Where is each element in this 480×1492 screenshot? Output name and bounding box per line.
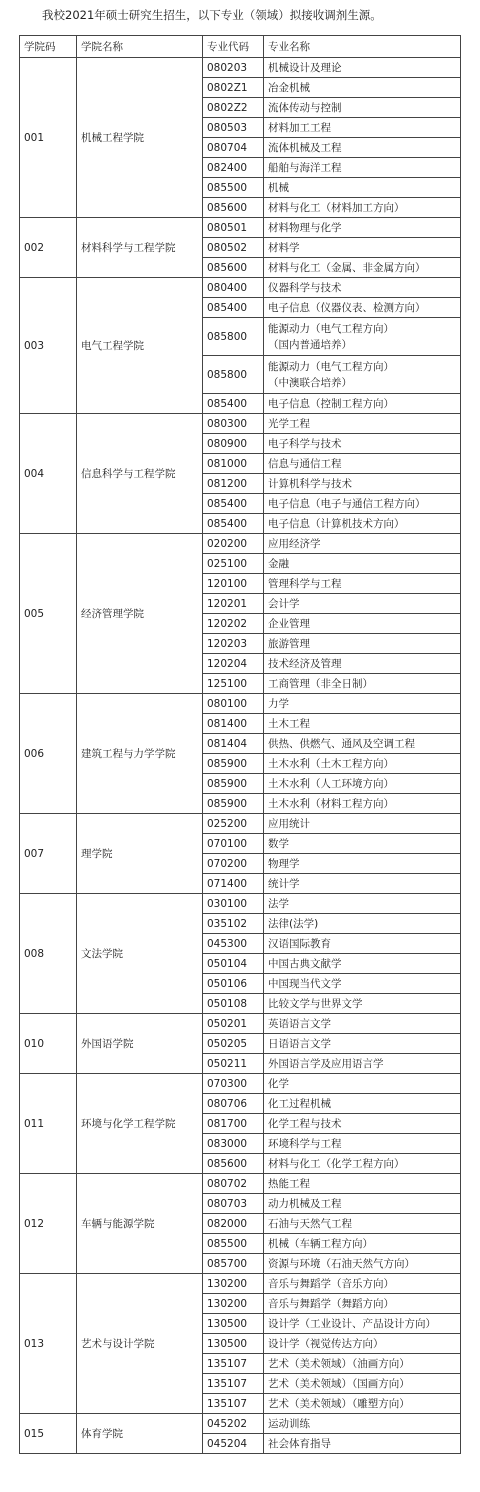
table-row: [20, 1274, 461, 1294]
major-code-cell: 080502: [203, 238, 264, 258]
major-name: 应用统计: [268, 817, 310, 830]
major-name: 能源动力（电气工程方向）: [268, 360, 394, 373]
major-name-cell: [264, 454, 461, 474]
major-code-cell: 080203: [203, 58, 264, 78]
major-code-cell: 130200: [203, 1294, 264, 1314]
school-code-cell: 003: [20, 278, 77, 414]
major-code-cell: 0802Z1: [203, 78, 264, 98]
table-row: [20, 1074, 461, 1094]
school-code-cell: 006: [20, 694, 77, 814]
major-code-cell: 081400: [203, 714, 264, 734]
major-name: 仪器科学与技术: [268, 281, 342, 294]
major-name-cell: [264, 58, 461, 78]
major-name-cell: [264, 614, 461, 634]
major-name: 电子科学与技术: [268, 437, 342, 450]
major-name: 化学: [268, 1077, 289, 1090]
major-code-cell: 120203: [203, 634, 264, 654]
school-code-cell: 012: [20, 1174, 77, 1274]
school-code-cell: 008: [20, 894, 77, 1014]
major-code-cell: 082400: [203, 158, 264, 178]
major-name-cell: [264, 834, 461, 854]
major-name: 化工过程机械: [268, 1097, 331, 1110]
major-name: 材料与化工（化学工程方向）: [268, 1157, 405, 1170]
major-name-cell: [264, 298, 461, 318]
school-name-cell: 电气工程学院: [77, 278, 203, 414]
major-name-cell: [264, 774, 461, 794]
major-name-cell: [264, 318, 461, 356]
major-name-cell: [264, 714, 461, 734]
major-code-cell: 080706: [203, 1094, 264, 1114]
major-name-cell: [264, 1234, 461, 1254]
major-name: 管理科学与工程: [268, 577, 342, 590]
major-code-cell: 135107: [203, 1374, 264, 1394]
major-name-cell: [264, 158, 461, 178]
major-name: 电子信息（仪器仪表、检测方向）: [268, 301, 426, 314]
school-name-cell: 艺术与设计学院: [77, 1274, 203, 1414]
major-name-cell: [264, 198, 461, 218]
major-name: 物理学: [268, 857, 300, 870]
major-name-cell: [264, 118, 461, 138]
major-name-cell: [264, 474, 461, 494]
major-code-cell: 085500: [203, 1234, 264, 1254]
major-code-cell: 085600: [203, 198, 264, 218]
major-code-cell: 085900: [203, 754, 264, 774]
major-code-cell: 120202: [203, 614, 264, 634]
major-code-cell: 045204: [203, 1434, 264, 1454]
major-code-cell: 085400: [203, 394, 264, 414]
major-name-cell: [264, 894, 461, 914]
major-name-cell: [264, 1374, 461, 1394]
major-name: 土木水利（材料工程方向）: [268, 797, 394, 810]
major-name-cell: [264, 634, 461, 654]
table-row: [20, 894, 461, 914]
table-row: [20, 814, 461, 834]
header-school-name: 学院名称: [77, 36, 203, 58]
table-row: [20, 414, 461, 434]
major-code-cell: 085700: [203, 1254, 264, 1274]
major-code-cell: 085800: [203, 356, 264, 394]
major-name-cell: [264, 554, 461, 574]
major-name-note: （国内普通培养）: [268, 338, 352, 351]
table-row: [20, 534, 461, 554]
header-major-code: 专业代码: [203, 36, 264, 58]
major-name-cell: [264, 1034, 461, 1054]
major-name-cell: [264, 514, 461, 534]
major-name: 化学工程与技术: [268, 1117, 342, 1130]
major-code-cell: 083000: [203, 1134, 264, 1154]
major-name-cell: [264, 974, 461, 994]
major-code-cell: 081000: [203, 454, 264, 474]
major-name-cell: [264, 138, 461, 158]
major-name: 外国语言学及应用语言学: [268, 1057, 384, 1070]
major-name: 热能工程: [268, 1177, 310, 1190]
major-code-cell: 030100: [203, 894, 264, 914]
school-code-cell: 010: [20, 1014, 77, 1074]
major-name-cell: [264, 1254, 461, 1274]
major-name-cell: [264, 1014, 461, 1034]
major-name: 机械（车辆工程方向）: [268, 1237, 373, 1250]
major-name: 统计学: [268, 877, 300, 890]
major-code-cell: 070300: [203, 1074, 264, 1094]
school-code-cell: 011: [20, 1074, 77, 1174]
header-school-code: 学院码: [20, 36, 77, 58]
header-row: [20, 36, 461, 58]
major-code-cell: 130200: [203, 1274, 264, 1294]
major-name: 供热、供燃气、通风及空调工程: [268, 737, 415, 750]
major-code-cell: 130500: [203, 1334, 264, 1354]
header-major-name: 专业名称: [264, 36, 461, 58]
major-code-cell: 085400: [203, 298, 264, 318]
major-code-cell: 125100: [203, 674, 264, 694]
major-name: 数学: [268, 837, 289, 850]
major-name-cell: [264, 734, 461, 754]
major-code-cell: 050205: [203, 1034, 264, 1054]
major-name: 计算机科学与技术: [268, 477, 352, 490]
major-code-cell: 080400: [203, 278, 264, 298]
major-name-cell: [264, 1174, 461, 1194]
major-code-cell: 120201: [203, 594, 264, 614]
major-name: 法学: [268, 897, 289, 910]
major-name: 应用经济学: [268, 537, 321, 550]
major-code-cell: 050211: [203, 1054, 264, 1074]
school-name-cell: 车辆与能源学院: [77, 1174, 203, 1274]
major-code-cell: 081200: [203, 474, 264, 494]
major-name-cell: [264, 278, 461, 298]
major-name-cell: [264, 1334, 461, 1354]
major-code-cell: 050108: [203, 994, 264, 1014]
major-name-cell: [264, 98, 461, 118]
major-code-cell: 081700: [203, 1114, 264, 1134]
table-body: [20, 58, 461, 1454]
major-name-cell: [264, 1214, 461, 1234]
school-name-cell: 信息科学与工程学院: [77, 414, 203, 534]
major-name-cell: [264, 178, 461, 198]
major-name: 流体传动与控制: [268, 101, 342, 114]
major-name: 石油与天然气工程: [268, 1217, 352, 1230]
major-code-cell: 080300: [203, 414, 264, 434]
major-name-cell: [264, 1314, 461, 1334]
major-code-cell: 120204: [203, 654, 264, 674]
major-name: 电子信息（电子与通信工程方向）: [268, 497, 426, 510]
major-code-cell: 025200: [203, 814, 264, 834]
major-name: 工商管理（非全日制）: [268, 677, 373, 690]
major-code-cell: 085500: [203, 178, 264, 198]
major-code-cell: 050104: [203, 954, 264, 974]
major-code-cell: 085900: [203, 774, 264, 794]
major-name-cell: [264, 934, 461, 954]
major-name-note: （中澳联合培养）: [268, 376, 352, 389]
major-name: 音乐与舞蹈学（舞蹈方向）: [268, 1297, 394, 1310]
major-name: 技术经济及管理: [268, 657, 342, 670]
major-name-cell: [264, 78, 461, 98]
major-name: 冶金机械: [268, 81, 310, 94]
major-name-cell: [264, 356, 461, 394]
major-name-cell: [264, 1074, 461, 1094]
major-code-cell: 080501: [203, 218, 264, 238]
school-name-cell: 机械工程学院: [77, 58, 203, 218]
major-name-cell: [264, 594, 461, 614]
major-name: 资源与环境（石油天然气方向）: [268, 1257, 415, 1270]
major-name: 船舶与海洋工程: [268, 161, 342, 174]
major-code-cell: 135107: [203, 1354, 264, 1374]
major-code-cell: 050106: [203, 974, 264, 994]
major-name: 中国古典文献学: [268, 957, 342, 970]
major-name: 信息与通信工程: [268, 457, 342, 470]
major-code-cell: 080704: [203, 138, 264, 158]
major-code-cell: 085400: [203, 514, 264, 534]
major-code-cell: 130500: [203, 1314, 264, 1334]
intro-text: 我校2021年硕士研究生招生，以下专业（领域）拟接收调剂生源。: [42, 8, 382, 22]
school-name-cell: 外国语学院: [77, 1014, 203, 1074]
school-code-cell: 004: [20, 414, 77, 534]
major-name-cell: [264, 1134, 461, 1154]
major-code-cell: 085600: [203, 1154, 264, 1174]
major-name-cell: [264, 874, 461, 894]
major-name: 材料与化工（材料加工方向）: [268, 201, 405, 214]
major-name-cell: [264, 914, 461, 934]
school-name-cell: 材料科学与工程学院: [77, 218, 203, 278]
major-code-cell: 050201: [203, 1014, 264, 1034]
major-code-cell: 045202: [203, 1414, 264, 1434]
major-name-cell: [264, 238, 461, 258]
major-name: 材料学: [268, 241, 300, 254]
major-name: 艺术（美术领域）（国画方向）: [268, 1377, 410, 1390]
major-name-cell: [264, 258, 461, 278]
major-name-cell: [264, 1114, 461, 1134]
major-name: 旅游管理: [268, 637, 310, 650]
major-name: 法律(法学): [268, 917, 319, 930]
major-name-cell: [264, 954, 461, 974]
major-name: 土木水利（土木工程方向）: [268, 757, 394, 770]
table-row: [20, 1414, 461, 1434]
major-name-cell: [264, 1054, 461, 1074]
major-name: 动力机械及工程: [268, 1197, 342, 1210]
major-name: 流体机械及工程: [268, 141, 342, 154]
major-name: 英语语言文学: [268, 1017, 331, 1030]
major-name: 比较文学与世界文学: [268, 997, 363, 1010]
major-name-cell: [264, 814, 461, 834]
major-name-cell: [264, 794, 461, 814]
major-name: 日语语言文学: [268, 1037, 331, 1050]
major-name-cell: [264, 534, 461, 554]
major-name: 音乐与舞蹈学（音乐方向）: [268, 1277, 394, 1290]
major-name-cell: [264, 1394, 461, 1414]
major-name-cell: [264, 654, 461, 674]
major-code-cell: 085400: [203, 494, 264, 514]
major-name-cell: [264, 218, 461, 238]
major-name-cell: [264, 1354, 461, 1374]
school-code-cell: 013: [20, 1274, 77, 1414]
school-code-cell: 001: [20, 58, 77, 218]
major-name-cell: [264, 854, 461, 874]
major-name-cell: [264, 394, 461, 414]
school-name-cell: 体育学院: [77, 1414, 203, 1454]
major-code-cell: 081404: [203, 734, 264, 754]
major-name: 材料物理与化学: [268, 221, 342, 234]
major-code-cell: 045300: [203, 934, 264, 954]
adjustment-table: [19, 35, 461, 1454]
school-code-cell: 002: [20, 218, 77, 278]
major-name: 会计学: [268, 597, 300, 610]
school-code-cell: 005: [20, 534, 77, 694]
major-name-cell: [264, 1434, 461, 1454]
major-name: 设计学（视觉传达方向）: [268, 1337, 384, 1350]
major-code-cell: 120100: [203, 574, 264, 594]
major-code-cell: 025100: [203, 554, 264, 574]
table-row: [20, 1174, 461, 1194]
major-name: 金融: [268, 557, 289, 570]
major-code-cell: 020200: [203, 534, 264, 554]
major-name-cell: [264, 674, 461, 694]
table-row: [20, 218, 461, 238]
table-row: [20, 1014, 461, 1034]
school-name-cell: 文法学院: [77, 894, 203, 1014]
major-code-cell: 085800: [203, 318, 264, 356]
major-name: 能源动力（电气工程方向）: [268, 322, 394, 335]
major-code-cell: 080100: [203, 694, 264, 714]
major-name: 机械: [268, 181, 289, 194]
major-name-cell: [264, 1414, 461, 1434]
major-name-cell: [264, 1194, 461, 1214]
major-name: 中国现当代文学: [268, 977, 342, 990]
major-code-cell: 0802Z2: [203, 98, 264, 118]
major-code-cell: 135107: [203, 1394, 264, 1414]
major-name-cell: [264, 1294, 461, 1314]
table-row: [20, 278, 461, 298]
major-name: 电子信息（控制工程方向）: [268, 397, 394, 410]
major-name-cell: [264, 694, 461, 714]
major-name: 汉语国际教育: [268, 937, 331, 950]
major-code-cell: 085600: [203, 258, 264, 278]
major-name: 企业管理: [268, 617, 310, 630]
major-name-cell: [264, 574, 461, 594]
major-name-cell: [264, 1274, 461, 1294]
major-name: 力学: [268, 697, 289, 710]
school-name-cell: 环境与化学工程学院: [77, 1074, 203, 1174]
major-code-cell: 070100: [203, 834, 264, 854]
major-name-cell: [264, 1154, 461, 1174]
major-name-cell: [264, 414, 461, 434]
major-name: 机械设计及理论: [268, 61, 342, 74]
major-name: 电子信息（计算机技术方向）: [268, 517, 405, 530]
major-name: 艺术（美术领域）（雕塑方向）: [268, 1397, 410, 1410]
major-name: 社会体育指导: [268, 1437, 331, 1450]
table-row: [20, 58, 461, 78]
major-name-cell: [264, 434, 461, 454]
major-code-cell: 080503: [203, 118, 264, 138]
table-row: [20, 694, 461, 714]
school-code-cell: 007: [20, 814, 77, 894]
school-name-cell: 经济管理学院: [77, 534, 203, 694]
major-code-cell: 080703: [203, 1194, 264, 1214]
major-name: 艺术（美术领域）（油画方向）: [268, 1357, 410, 1370]
major-name: 环境科学与工程: [268, 1137, 342, 1150]
major-name: 运动训练: [268, 1417, 310, 1430]
major-code-cell: 080702: [203, 1174, 264, 1194]
major-name-cell: [264, 494, 461, 514]
major-code-cell: 071400: [203, 874, 264, 894]
major-code-cell: 085900: [203, 794, 264, 814]
major-code-cell: 080900: [203, 434, 264, 454]
major-name-cell: [264, 754, 461, 774]
major-code-cell: 082000: [203, 1214, 264, 1234]
school-code-cell: 015: [20, 1414, 77, 1454]
major-code-cell: 070200: [203, 854, 264, 874]
major-name-cell: [264, 1094, 461, 1114]
major-name-cell: [264, 994, 461, 1014]
major-code-cell: 035102: [203, 914, 264, 934]
major-name: 材料与化工（金属、非金属方向）: [268, 261, 426, 274]
major-name: 土木工程: [268, 717, 310, 730]
school-name-cell: 理学院: [77, 814, 203, 894]
major-name: 土木水利（人工环境方向）: [268, 777, 394, 790]
major-name: 设计学（工业设计、产品设计方向）: [268, 1317, 436, 1330]
major-name: 光学工程: [268, 417, 310, 430]
school-name-cell: 建筑工程与力学学院: [77, 694, 203, 814]
major-name: 材料加工工程: [268, 121, 331, 134]
